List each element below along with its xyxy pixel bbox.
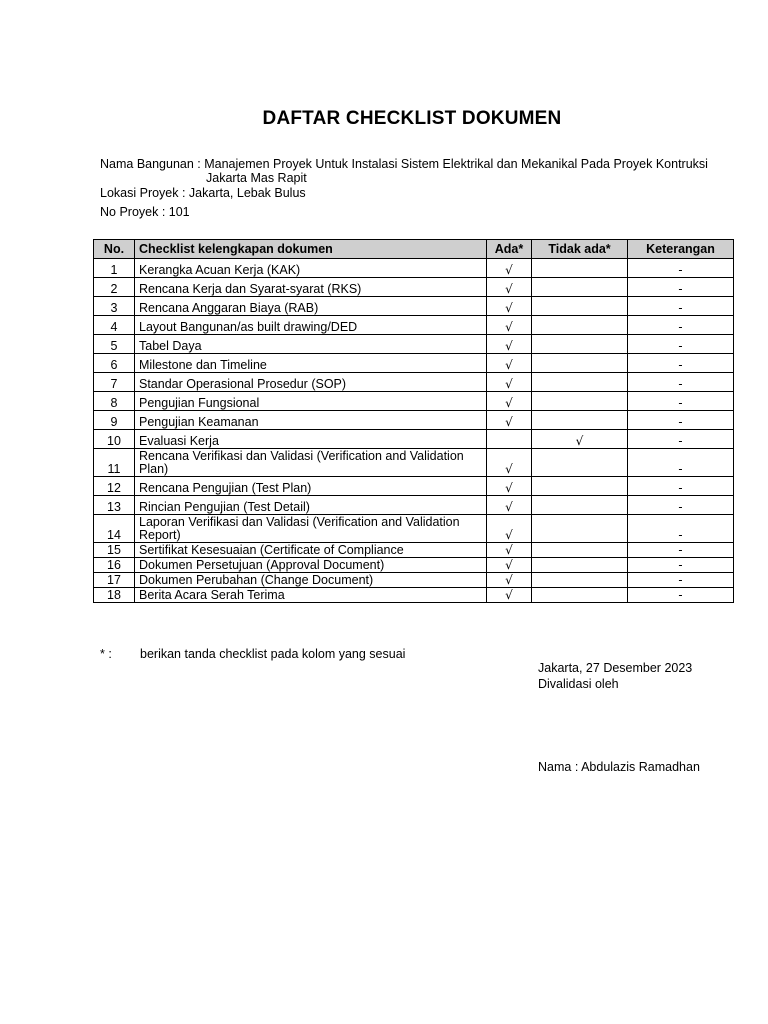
row-document: Pengujian Keamanan xyxy=(135,411,487,430)
row-tidak-ada-mark xyxy=(532,477,628,496)
row-number: 11 xyxy=(94,449,135,477)
row-ada-mark: √ xyxy=(487,496,532,515)
row-number: 9 xyxy=(94,411,135,430)
row-tidak-ada-mark xyxy=(532,373,628,392)
row-keterangan: - xyxy=(628,588,734,603)
row-ada-mark: √ xyxy=(487,411,532,430)
row-number: 13 xyxy=(94,496,135,515)
table-row xyxy=(94,430,734,449)
row-number: 6 xyxy=(94,354,135,373)
row-document: Rincian Pengujian (Test Detail) xyxy=(135,496,487,515)
row-number: 1 xyxy=(94,259,135,278)
row-tidak-ada-mark xyxy=(532,573,628,588)
row-document: Evaluasi Kerja xyxy=(135,430,487,449)
row-ada-mark: √ xyxy=(487,297,532,316)
table-header-row xyxy=(94,240,734,259)
row-keterangan: - xyxy=(628,496,734,515)
row-keterangan: - xyxy=(628,392,734,411)
project-location: Lokasi Proyek : Jakarta, Lebak Bulus xyxy=(100,186,306,200)
row-ada-mark: √ xyxy=(487,278,532,297)
row-keterangan: - xyxy=(628,297,734,316)
row-document: Rencana Anggaran Biaya (RAB) xyxy=(135,297,487,316)
row-keterangan: - xyxy=(628,278,734,297)
row-tidak-ada-mark xyxy=(532,354,628,373)
row-keterangan: - xyxy=(628,354,734,373)
row-document: Standar Operasional Prosedur (SOP) xyxy=(135,373,487,392)
table-row xyxy=(94,373,734,392)
table-row xyxy=(94,316,734,335)
row-tidak-ada-mark xyxy=(532,496,628,515)
row-ada-mark: √ xyxy=(487,259,532,278)
table-row xyxy=(94,477,734,496)
project-number: No Proyek : 101 xyxy=(100,205,190,219)
validator-name: Nama : Abdulazis Ramadhan xyxy=(538,760,700,774)
header-keterangan: Keterangan xyxy=(628,240,734,259)
row-ada-mark: √ xyxy=(487,588,532,603)
table-row xyxy=(94,543,734,558)
row-document: Rencana Verifikasi dan Validasi (Verification and Validation Plan) xyxy=(135,449,487,477)
table-row xyxy=(94,411,734,430)
row-tidak-ada-mark xyxy=(532,316,628,335)
row-tidak-ada-mark xyxy=(532,543,628,558)
header-tidak-ada: Tidak ada* xyxy=(532,240,628,259)
row-tidak-ada-mark xyxy=(532,515,628,543)
row-ada-mark: √ xyxy=(487,373,532,392)
row-ada-mark: √ xyxy=(487,543,532,558)
row-document: Layout Bangunan/as built drawing/DED xyxy=(135,316,487,335)
table-row xyxy=(94,496,734,515)
row-keterangan: - xyxy=(628,573,734,588)
row-document: Kerangka Acuan Kerja (KAK) xyxy=(135,259,487,278)
row-number: 4 xyxy=(94,316,135,335)
table-row xyxy=(94,297,734,316)
row-keterangan: - xyxy=(628,430,734,449)
checklist-table xyxy=(93,239,734,603)
row-ada-mark: √ xyxy=(487,573,532,588)
row-tidak-ada-mark xyxy=(532,297,628,316)
row-document: Dokumen Perubahan (Change Document) xyxy=(135,573,487,588)
row-tidak-ada-mark xyxy=(532,335,628,354)
row-keterangan: - xyxy=(628,373,734,392)
table-row xyxy=(94,335,734,354)
table-row xyxy=(94,515,734,543)
document-title: DAFTAR CHECKLIST DOKUMEN xyxy=(262,108,562,129)
building-name-line2: Jakarta Mas Rapit xyxy=(206,171,307,185)
table-row xyxy=(94,278,734,297)
row-number: 10 xyxy=(94,430,135,449)
row-document: Rencana Kerja dan Syarat-syarat (RKS) xyxy=(135,278,487,297)
row-number: 8 xyxy=(94,392,135,411)
row-ada-mark: √ xyxy=(487,335,532,354)
row-document: Dokumen Persetujuan (Approval Document) xyxy=(135,558,487,573)
row-keterangan: - xyxy=(628,335,734,354)
row-number: 5 xyxy=(94,335,135,354)
row-document: Sertifikat Kesesuaian (Certificate of Compliance xyxy=(135,543,487,558)
row-ada-mark: √ xyxy=(487,392,532,411)
row-number: 12 xyxy=(94,477,135,496)
row-tidak-ada-mark: √ xyxy=(532,430,628,449)
row-document: Berita Acara Serah Terima xyxy=(135,588,487,603)
table-row xyxy=(94,259,734,278)
row-ada-mark: √ xyxy=(487,354,532,373)
table-row xyxy=(94,392,734,411)
row-number: 18 xyxy=(94,588,135,603)
row-keterangan: - xyxy=(628,449,734,477)
row-number: 16 xyxy=(94,558,135,573)
table-row xyxy=(94,354,734,373)
row-keterangan: - xyxy=(628,316,734,335)
row-number: 14 xyxy=(94,515,135,543)
row-tidak-ada-mark xyxy=(532,558,628,573)
header-no: No. xyxy=(94,240,135,259)
row-ada-mark: √ xyxy=(487,558,532,573)
row-document: Tabel Daya xyxy=(135,335,487,354)
header-ada: Ada* xyxy=(487,240,532,259)
row-number: 7 xyxy=(94,373,135,392)
row-tidak-ada-mark xyxy=(532,449,628,477)
table-row xyxy=(94,558,734,573)
row-number: 15 xyxy=(94,543,135,558)
row-number: 3 xyxy=(94,297,135,316)
row-tidak-ada-mark xyxy=(532,278,628,297)
row-ada-mark: √ xyxy=(487,477,532,496)
header-document: Checklist kelengkapan dokumen xyxy=(135,240,487,259)
row-tidak-ada-mark xyxy=(532,588,628,603)
row-ada-mark: √ xyxy=(487,449,532,477)
row-number: 17 xyxy=(94,573,135,588)
row-document: Milestone dan Timeline xyxy=(135,354,487,373)
row-tidak-ada-mark xyxy=(532,392,628,411)
building-name-line1: Nama Bangunan : Manajemen Proyek Untuk Instalasi Sistem Elektrikal dan Mekanikal Pada Proyek Kontruksi xyxy=(100,157,708,171)
row-keterangan: - xyxy=(628,558,734,573)
row-ada-mark: √ xyxy=(487,316,532,335)
table-row xyxy=(94,573,734,588)
footnote-marker: * : xyxy=(100,647,112,661)
row-keterangan: - xyxy=(628,477,734,496)
row-document: Laporan Verifikasi dan Validasi (Verification and Validation Report) xyxy=(135,515,487,543)
row-ada-mark: √ xyxy=(487,515,532,543)
row-ada-mark xyxy=(487,430,532,449)
row-tidak-ada-mark xyxy=(532,411,628,430)
table-row xyxy=(94,588,734,603)
signature-date: Jakarta, 27 Desember 2023 xyxy=(538,661,693,675)
row-keterangan: - xyxy=(628,411,734,430)
footnote-text: berikan tanda checklist pada kolom yang sesuai xyxy=(140,647,406,661)
row-keterangan: - xyxy=(628,515,734,543)
row-keterangan: - xyxy=(628,259,734,278)
row-number: 2 xyxy=(94,278,135,297)
table-row xyxy=(94,449,734,477)
row-document: Pengujian Fungsional xyxy=(135,392,487,411)
row-document: Rencana Pengujian (Test Plan) xyxy=(135,477,487,496)
building-name xyxy=(100,157,740,185)
row-keterangan: - xyxy=(628,543,734,558)
validated-by-label: Divalidasi oleh xyxy=(538,677,619,691)
row-tidak-ada-mark xyxy=(532,259,628,278)
